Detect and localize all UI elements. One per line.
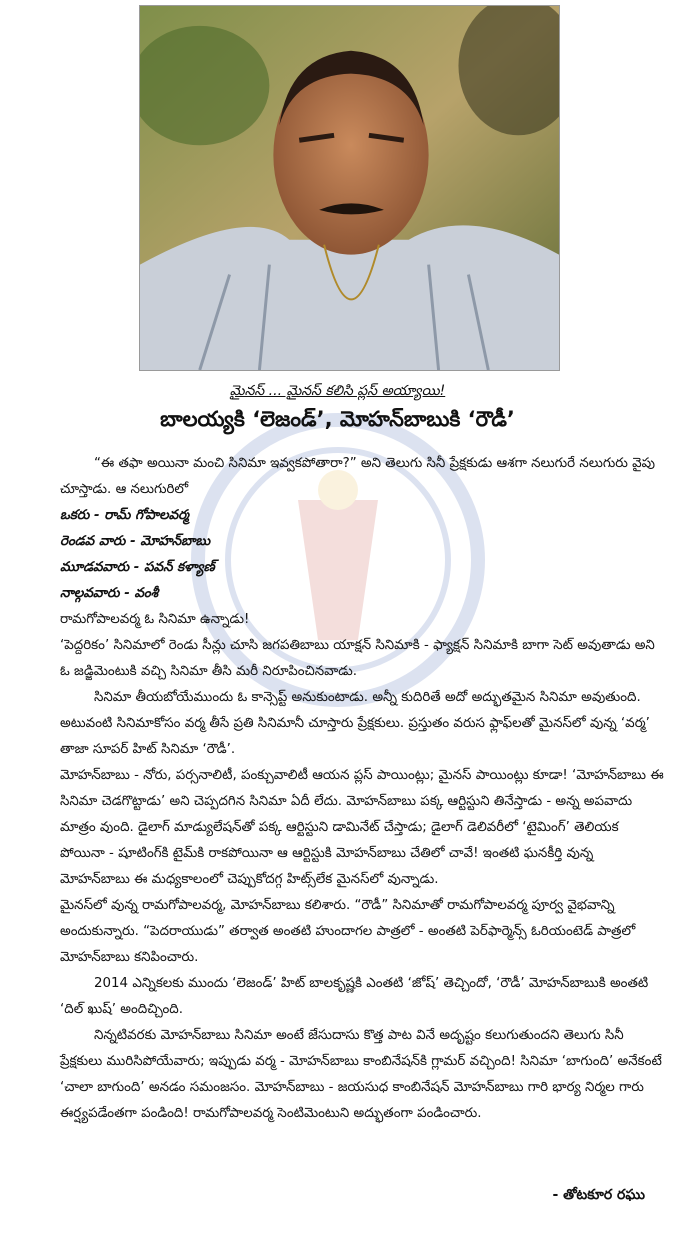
article-subtitle: మైనస్ ... మైనస్ కలిసి ప్లస్ అయ్యాయి! bbox=[229, 383, 446, 399]
author-byline: - తోటకూర రఘు bbox=[552, 1187, 645, 1203]
article-headline: బాలయ్యకి ‘లెజండ్’, మోహన్‌బాబుకి ‘రౌడీ’ bbox=[160, 407, 515, 431]
article-paragraph: మైనస్‌లో వున్న రామగోపాలవర్మ, మోహన్‌బాబు కలిశారు. “రౌడీ” సినిమాతో రామగోపాలవర్మ పూర్వ వైభవాన్ని అందుకున్నారు. “పెదరాయుడు” తర్వాత అంతటి హుందాగల పాత్రలో - అంతటి పెర్‌ఫార్మెన్స్ ఓరియంటెడ్ పాత్రలో మోహన్‌బాబు కనిపించారు. bbox=[60, 898, 636, 965]
article-paragraph: ‘పెద్దరికం’ సినిమాలో రెండు సీన్లు చూసి జగపతిబాబు యాక్షన్ సినిమాకి - ఫ్యాక్షన్ సినిమాకి బాగా సెట్ అవుతాడు అని ఓ జడ్జిమెంటుకి వచ్చి సినిమా తీసి మరీ నిరూపించినవాడు. bbox=[60, 638, 655, 679]
roll-item: మూడవవారు - పవన్ కళ్యాణ్ bbox=[60, 560, 215, 575]
portrait-photo bbox=[139, 5, 560, 371]
article-paragraph: సినిమా తీయబోయేముందు ఓ కాన్సెప్ట్ అనుకుంటాడు. అన్నీ కుదిరితే అదో అద్భుతమైన సినిమా అవుతుంది. అటువంటి సినిమాకోసం వర్మ తీసే ప్రతి సినిమానీ చూస్తారు ప్రేక్షకులు. ప్రస్తుతం వరుస ఫ్లాఫ్‌లతో మైనస్‌లో వున్న ‘వర్మ’ తాజా సూపర్ హిట్ సినిమా ‘రౌడీ’. bbox=[60, 690, 650, 757]
article-paragraph: రామగోపాలవర్మ ఓ సినిమా ఉన్నాడు! bbox=[60, 612, 250, 627]
article-paragraph: 2014 ఎన్నికలకు ముందు ‘లెజండ్’ హిట్ బాలకృష్ణకి ఎంతటి ‘జోష్’ తెచ్చిందో, ‘రౌడీ’ మోహన్‌బాబుకి అంతటి ‘దిల్ ఖుష్’ అందిచ్చింది. bbox=[60, 976, 649, 1017]
article-body bbox=[60, 451, 665, 1127]
article-paragraph: మోహన్‌బాబు - నోరు, పర్సనాలిటీ, పంక్చువాలిటీ ఆయన ప్లస్ పాయింట్లు; మైనస్ పాయింట్లు కూడా! ‘మోహన్‌బాబు ఈ సినిమా చెడగొట్టాడు’ అని చెప్పదగిన సినిమా ఏదీ లేదు. మోహన్‌బాబు పక్క ఆర్టిస్టుని తినేస్తాడు - అన్న అపవాదు మాత్రం వుంది. డైలాగ్ మాడ్యులేషన్‌తో పక్క ఆర్టిస్టుని డామినేట్ చేస్తాడు; డైలాగ్ డెలివరీలో ‘టైమింగ్’ తెలియక పోయినా - షూటింగ్‌కి టైమ్‌కి రాకపోయినా ఆ ఆర్టిస్టుకి మోహన్‌బాబు చేతిలో చావే! ఇంతటి ఘనకీర్తి వున్న మోహన్‌బాబు ఈ మధ్యకాలంలో చెప్పుకోదగ్గ హిట్స్‌లేక మైనస్‌లో వున్నాడు. bbox=[60, 768, 664, 887]
roll-item: ఒకరు - రామ్ గోపాలవర్మ bbox=[60, 508, 189, 523]
roll-item: నాల్గవవారు - వంశీ bbox=[60, 586, 159, 601]
intro-paragraph: “ఈ తఫా అయినా మంచి సినిమా ఇవ్వకపోతారా?” అని తెలుగు సినీ ప్రేక్షకుడు ఆశగా నలుగురే నలుగురు వైపు చూస్తాడు. ఆ నలుగురిలో bbox=[60, 456, 656, 497]
article-paragraph: నిన్నటివరకు మోహన్‌బాబు సినిమా అంటే జేసుదాసు కొత్త పాట వినే అదృష్టం కలుగుతుందని తెలుగు సినీ ప్రేక్షకులు మురిసిపోయేవారు; ఇప్పుడు వర్మ - మోహన్‌బాబు కాంబినేషన్‌కి గ్లామర్ వచ్చింది! సినిమా ‘బాగుంది’ అనేకంటే ‘చాలా బాగుంది’ అనడం సమంజసం. మోహన్‌బాబు - జయసుధ కాంబినేషన్ మోహన్‌బాబు గారి భార్య నిర్మల గారు ఈర్ష్యపడేంతగా పండింది! రామగోపాలవర్మ సెంటిమెంటుని అద్భుతంగా పండించారు. bbox=[60, 1028, 662, 1121]
roll-item: రెండవ వారు - మోహన్‌బాబు bbox=[60, 534, 211, 549]
